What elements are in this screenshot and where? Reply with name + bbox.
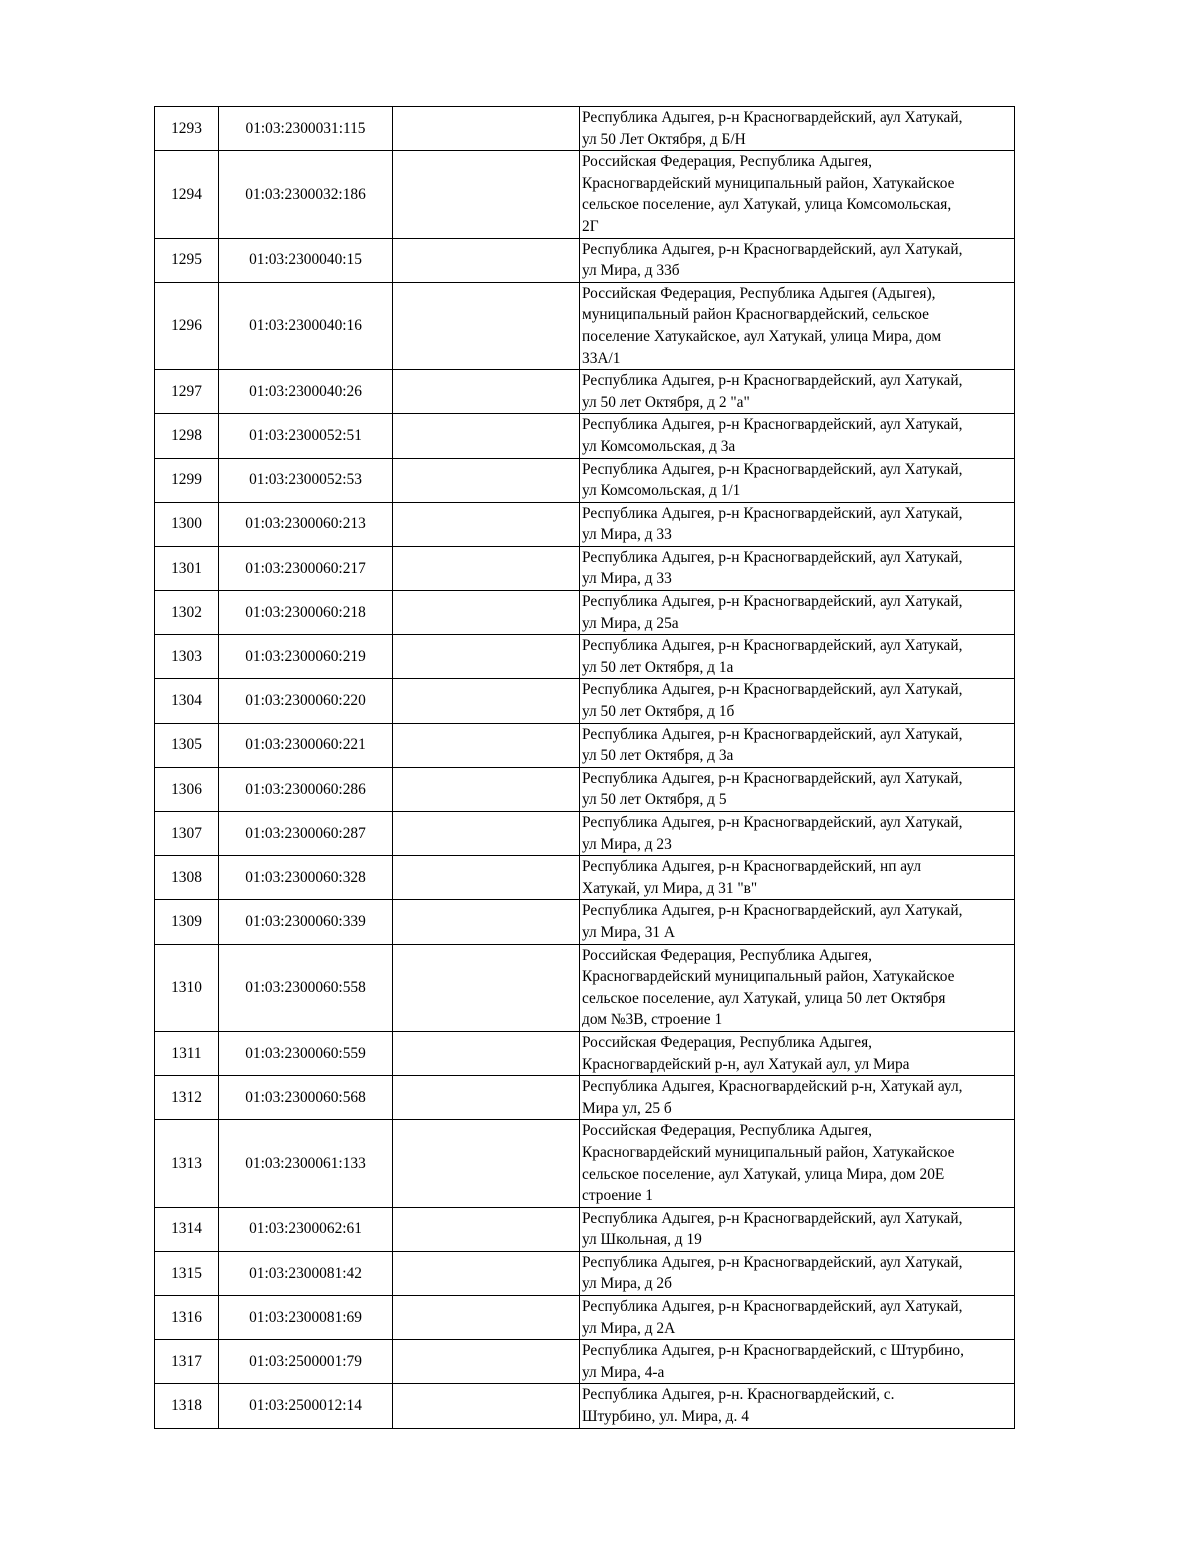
- table-row: [155, 151, 1015, 238]
- address: Республика Адыгея, р-н Красногвардейский, аул Хатукай, ул Мира, д 2А: [580, 1296, 1015, 1340]
- row-number: 1308: [155, 856, 219, 900]
- row-number: 1309: [155, 900, 219, 944]
- row-number: 1294: [155, 151, 219, 238]
- address: Республика Адыгея, р-н Красногвардейский, нп аул Хатукай, ул Мира, д 31 "в": [580, 856, 1015, 900]
- row-number: 1301: [155, 546, 219, 590]
- empty-cell: [393, 1120, 580, 1207]
- address: Республика Адыгея, р-н Красногвардейский, с Штурбино, ул Мира, 4-а: [580, 1340, 1015, 1384]
- empty-cell: [393, 546, 580, 590]
- row-number: 1299: [155, 458, 219, 502]
- address: Республика Адыгея, р-н Красногвардейский, аул Хатукай, ул 50 лет Октября, д 1б: [580, 679, 1015, 723]
- row-number: 1311: [155, 1031, 219, 1075]
- empty-cell: [393, 635, 580, 679]
- empty-cell: [393, 1384, 580, 1428]
- cadastral-number: 01:03:2300081:42: [219, 1251, 393, 1295]
- empty-cell: [393, 944, 580, 1031]
- cadastral-number: 01:03:2300060:559: [219, 1031, 393, 1075]
- table-row: [155, 1207, 1015, 1251]
- row-number: 1298: [155, 414, 219, 458]
- cadastral-number: 01:03:2300062:61: [219, 1207, 393, 1251]
- table-row: [155, 1120, 1015, 1207]
- table-row: [155, 1340, 1015, 1384]
- address: Республика Адыгея, р-н Красногвардейский, аул Хатукай, ул Мира, д 33: [580, 502, 1015, 546]
- address: Республика Адыгея, р-н Красногвардейский, аул Хатукай, ул Мира, д 33б: [580, 238, 1015, 282]
- empty-cell: [393, 282, 580, 369]
- row-number: 1305: [155, 723, 219, 767]
- empty-cell: [393, 1296, 580, 1340]
- cadastral-number: 01:03:2300060:218: [219, 591, 393, 635]
- address: Российская Федерация, Республика Адыгея, Красногвардейский р-н, аул Хатукай аул, ул Мира: [580, 1031, 1015, 1075]
- table-row: [155, 1251, 1015, 1295]
- empty-cell: [393, 767, 580, 811]
- empty-cell: [393, 370, 580, 414]
- row-number: 1313: [155, 1120, 219, 1207]
- table-body: [155, 107, 1015, 1429]
- table-row: [155, 458, 1015, 502]
- row-number: 1310: [155, 944, 219, 1031]
- address: Российская Федерация, Республика Адыгея, Красногвардейский муниципальный район, Хатукайское сельское поселение, аул Хатукай, улица Комсомольская, 2Г: [580, 151, 1015, 238]
- empty-cell: [393, 856, 580, 900]
- cadastral-number: 01:03:2300060:217: [219, 546, 393, 590]
- table-row: [155, 856, 1015, 900]
- property-table: [154, 106, 1015, 1429]
- cadastral-number: 01:03:2500012:14: [219, 1384, 393, 1428]
- address: Республика Адыгея, р-н Красногвардейский, аул Хатукай, ул 50 лет Октября, д 1а: [580, 635, 1015, 679]
- empty-cell: [393, 679, 580, 723]
- address: Республика Адыгея, р-н Красногвардейский, аул Хатукай, ул Мира, д 33: [580, 546, 1015, 590]
- table-row: [155, 767, 1015, 811]
- empty-cell: [393, 414, 580, 458]
- table-row: [155, 1076, 1015, 1120]
- empty-cell: [393, 502, 580, 546]
- empty-cell: [393, 723, 580, 767]
- empty-cell: [393, 458, 580, 502]
- cadastral-number: 01:03:2300060:568: [219, 1076, 393, 1120]
- address: Российская Федерация, Республика Адыгея, Красногвардейский муниципальный район, Хатукайское сельское поселение, аул Хатукай, улица 50 лет Октября дом №3В, строение 1: [580, 944, 1015, 1031]
- empty-cell: [393, 900, 580, 944]
- empty-cell: [393, 1207, 580, 1251]
- empty-cell: [393, 151, 580, 238]
- cadastral-number: 01:03:2300032:186: [219, 151, 393, 238]
- table-row: [155, 107, 1015, 151]
- empty-cell: [393, 812, 580, 856]
- row-number: 1312: [155, 1076, 219, 1120]
- cadastral-number: 01:03:2300040:26: [219, 370, 393, 414]
- address: Республика Адыгея, р-н Красногвардейский, аул Хатукай, ул Комсомольская, д 3а: [580, 414, 1015, 458]
- row-number: 1316: [155, 1296, 219, 1340]
- address: Республика Адыгея, р-н. Красногвардейский, с. Штурбино, ул. Мира, д. 4: [580, 1384, 1015, 1428]
- cadastral-number: 01:03:2300060:558: [219, 944, 393, 1031]
- address: Республика Адыгея, р-н Красногвардейский, аул Хатукай, ул Школьная, д 19: [580, 1207, 1015, 1251]
- row-number: 1296: [155, 282, 219, 369]
- row-number: 1295: [155, 238, 219, 282]
- address: Республика Адыгея, р-н Красногвардейский, аул Хатукай, ул Мира, д 2б: [580, 1251, 1015, 1295]
- cadastral-number: 01:03:2300060:221: [219, 723, 393, 767]
- table-row: [155, 679, 1015, 723]
- cadastral-number: 01:03:2300040:16: [219, 282, 393, 369]
- address: Республика Адыгея, р-н Красногвардейский, аул Хатукай, ул Мира, 31 А: [580, 900, 1015, 944]
- address: Российская Федерация, Республика Адыгея (Адыгея), муниципальный район Красногвардейский, сельское поселение Хатукайское, аул Хатукай, улица Мира, дом 33А/1: [580, 282, 1015, 369]
- table-row: [155, 282, 1015, 369]
- row-number: 1300: [155, 502, 219, 546]
- address: Республика Адыгея, р-н Красногвардейский, аул Хатукай, ул 50 лет Октября, д 5: [580, 767, 1015, 811]
- cadastral-number: 01:03:2300040:15: [219, 238, 393, 282]
- address: Республика Адыгея, р-н Красногвардейский, аул Хатукай, ул Комсомольская, д 1/1: [580, 458, 1015, 502]
- table-row: [155, 944, 1015, 1031]
- empty-cell: [393, 238, 580, 282]
- table-row: [155, 370, 1015, 414]
- row-number: 1314: [155, 1207, 219, 1251]
- table-row: [155, 723, 1015, 767]
- table-row: [155, 414, 1015, 458]
- table-row: [155, 1296, 1015, 1340]
- row-number: 1306: [155, 767, 219, 811]
- row-number: 1304: [155, 679, 219, 723]
- cadastral-number: 01:03:2300060:286: [219, 767, 393, 811]
- cadastral-number: 01:03:2300061:133: [219, 1120, 393, 1207]
- empty-cell: [393, 1340, 580, 1384]
- row-number: 1315: [155, 1251, 219, 1295]
- table-row: [155, 900, 1015, 944]
- cadastral-number: 01:03:2300060:339: [219, 900, 393, 944]
- row-number: 1307: [155, 812, 219, 856]
- address: Российская Федерация, Республика Адыгея, Красногвардейский муниципальный район, Хатукайское сельское поселение, аул Хатукай, улица Мира, дом 20Е строение 1: [580, 1120, 1015, 1207]
- cadastral-number: 01:03:2300081:69: [219, 1296, 393, 1340]
- empty-cell: [393, 1031, 580, 1075]
- cadastral-number: 01:03:2300060:219: [219, 635, 393, 679]
- row-number: 1318: [155, 1384, 219, 1428]
- cadastral-number: 01:03:2500001:79: [219, 1340, 393, 1384]
- table-row: [155, 502, 1015, 546]
- row-number: 1317: [155, 1340, 219, 1384]
- table-row: [155, 635, 1015, 679]
- empty-cell: [393, 1076, 580, 1120]
- cadastral-number: 01:03:2300060:213: [219, 502, 393, 546]
- cadastral-number: 01:03:2300031:115: [219, 107, 393, 151]
- address: Республика Адыгея, Красногвардейский р-н, Хатукай аул, Мира ул, 25 б: [580, 1076, 1015, 1120]
- address: Республика Адыгея, р-н Красногвардейский, аул Хатукай, ул 50 Лет Октября, д Б/Н: [580, 107, 1015, 151]
- table-row: [155, 238, 1015, 282]
- cadastral-number: 01:03:2300060:287: [219, 812, 393, 856]
- empty-cell: [393, 1251, 580, 1295]
- table-row: [155, 591, 1015, 635]
- cadastral-number: 01:03:2300060:328: [219, 856, 393, 900]
- cadastral-number: 01:03:2300060:220: [219, 679, 393, 723]
- row-number: 1303: [155, 635, 219, 679]
- table-row: [155, 1384, 1015, 1428]
- cadastral-number: 01:03:2300052:51: [219, 414, 393, 458]
- address: Республика Адыгея, р-н Красногвардейский, аул Хатукай, ул 50 лет Октября, д 2 "а": [580, 370, 1015, 414]
- row-number: 1293: [155, 107, 219, 151]
- empty-cell: [393, 591, 580, 635]
- row-number: 1297: [155, 370, 219, 414]
- address: Республика Адыгея, р-н Красногвардейский, аул Хатукай, ул 50 лет Октября, д 3а: [580, 723, 1015, 767]
- table-row: [155, 546, 1015, 590]
- table-row: [155, 1031, 1015, 1075]
- empty-cell: [393, 107, 580, 151]
- cadastral-number: 01:03:2300052:53: [219, 458, 393, 502]
- address: Республика Адыгея, р-н Красногвардейский, аул Хатукай, ул Мира, д 23: [580, 812, 1015, 856]
- table-row: [155, 812, 1015, 856]
- address: Республика Адыгея, р-н Красногвардейский, аул Хатукай, ул Мира, д 25а: [580, 591, 1015, 635]
- row-number: 1302: [155, 591, 219, 635]
